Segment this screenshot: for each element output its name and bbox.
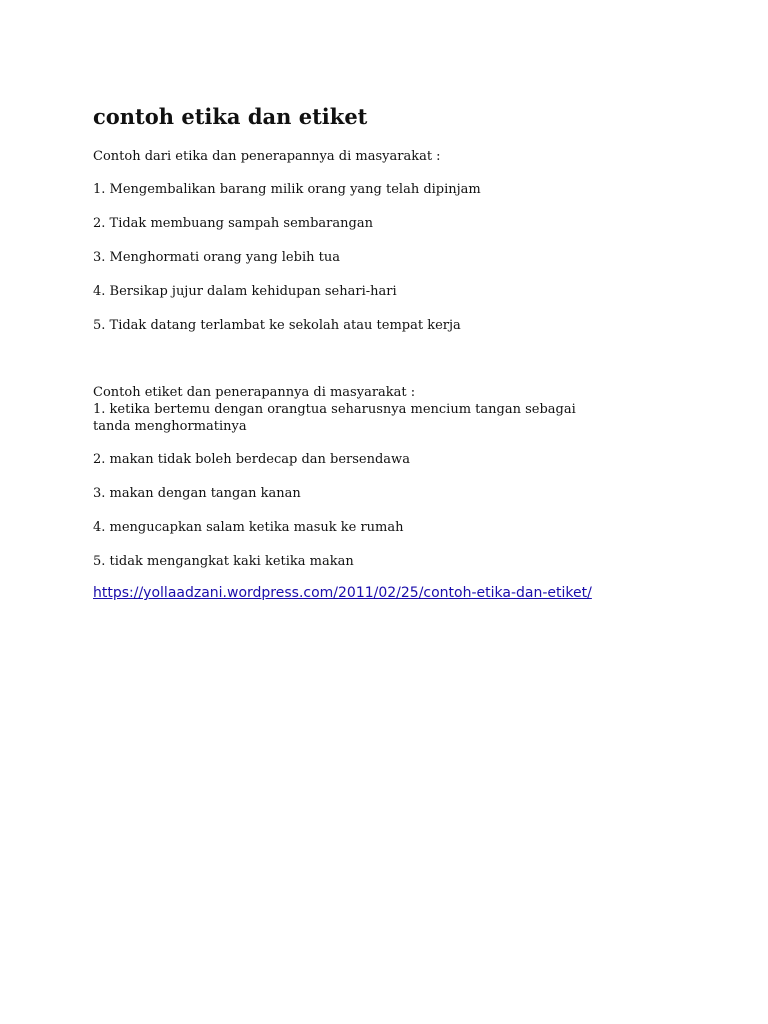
source-link[interactable]: https://yollaadzani.wordpress.com/2011/02/25/contoh-etika-dan-etiket/ [93,585,592,601]
etika-item-2: 2. Tidak membuang sampah sembarangan [93,216,373,231]
etika-item-1: 1. Mengembalikan barang milik orang yang telah dipinjam [93,182,481,197]
etiket-item-2: 2. makan tidak boleh berdecap dan bersendawa [93,452,410,467]
etiket-item-3: 3. makan dengan tangan kanan [93,486,301,501]
etiket-item-5: 5. tidak mengangkat kaki ketika makan [93,554,354,569]
document-title: contoh etika dan etiket [93,104,368,129]
etiket-intro: Contoh etiket dan penerapannya di masyarakat : [93,385,416,400]
etika-item-3: 3. Menghormati orang yang lebih tua [93,250,340,265]
etika-item-5: 5. Tidak datang terlambat ke sekolah atau tempat kerja [93,318,461,333]
etiket-item-1: 1. ketika bertemu dengan orangtua seharusnya mencium tangan sebagai tanda menghormatinya [93,402,576,434]
etika-intro: Contoh dari etika dan penerapannya di masyarakat : [93,149,441,164]
etiket-item-4: 4. mengucapkan salam ketika masuk ke rumah [93,520,404,535]
etika-item-4: 4. Bersikap jujur dalam kehidupan sehari-hari [93,284,397,299]
